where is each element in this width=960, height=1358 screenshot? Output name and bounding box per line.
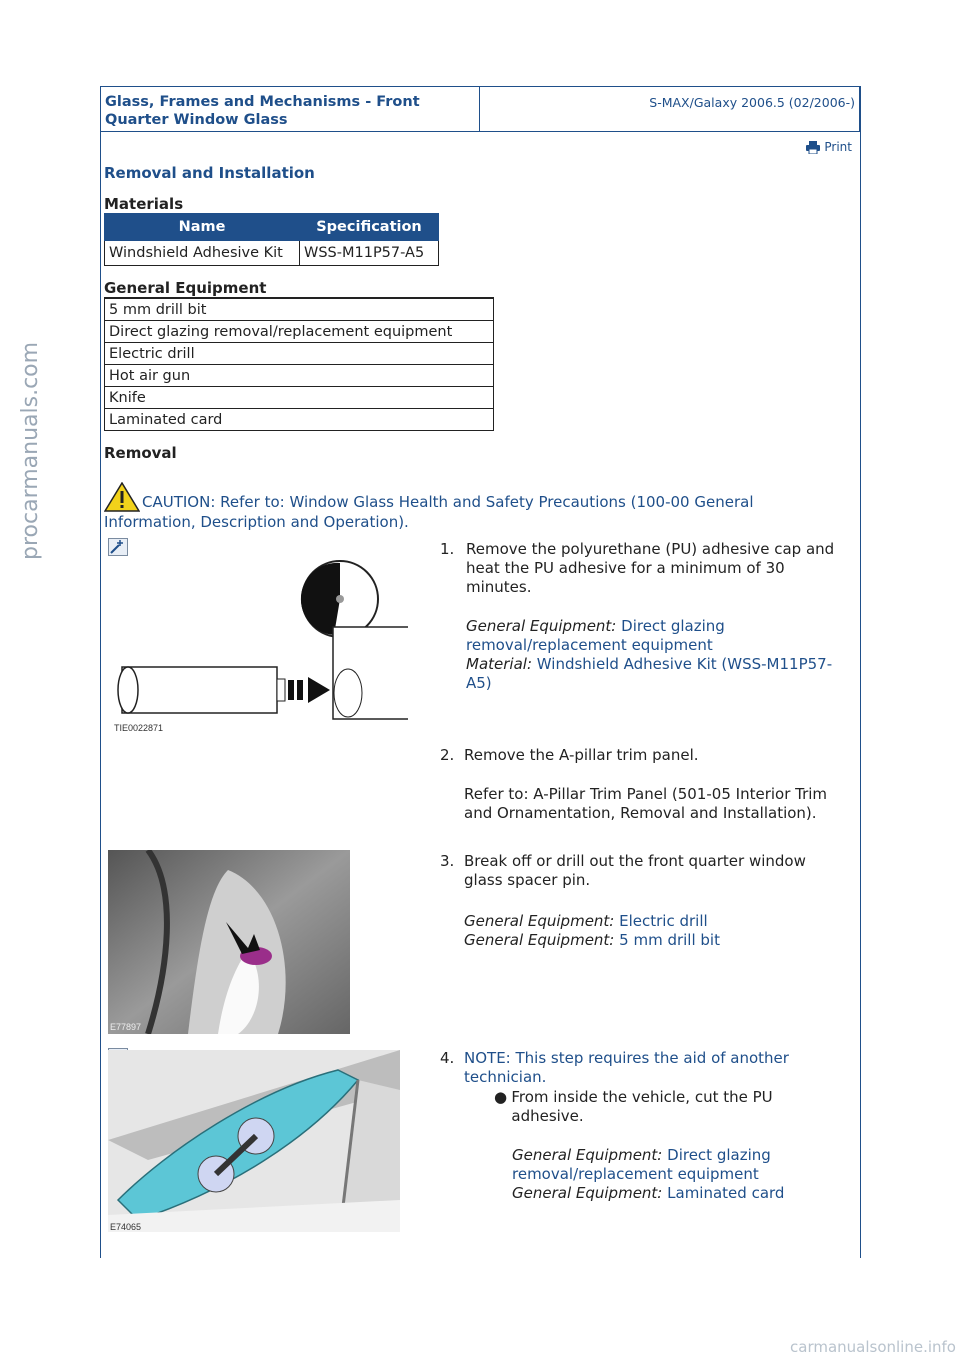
step-text: Remove the A-pillar trim panel. (464, 746, 699, 764)
equipment-label: General Equipment: (464, 931, 615, 949)
step-2 (464, 746, 834, 823)
warning-icon (104, 482, 140, 512)
cut-adhesive-figure (108, 1050, 400, 1232)
equipment-item: 5 mm drill bit (105, 299, 494, 321)
materials-table (104, 213, 439, 266)
section-title: Removal and Installation (104, 164, 315, 182)
material-link[interactable]: Windshield Adhesive Kit (WSS-M11P57-A5) (466, 655, 833, 692)
figure-code: E74065 (110, 1222, 142, 1232)
equipment-label: General Equipment: (512, 1184, 663, 1202)
equipment-link[interactable]: Direct glazing removal/replacement equipment (512, 1146, 771, 1183)
equipment-item: Laminated card (105, 409, 494, 431)
caution-label: CAUTION: (142, 493, 216, 511)
step-number: 2. (440, 746, 455, 764)
table-row (105, 409, 494, 431)
step-number: 4. (440, 1049, 455, 1067)
caution-notice (104, 482, 844, 532)
bullet-icon: ● (494, 1088, 508, 1106)
figure-code: TIE0022871 (114, 723, 164, 733)
column-header-name: Name (105, 214, 300, 241)
step-text: Break off or drill out the front quarter window glass spacer pin. (464, 852, 806, 889)
table-row (105, 365, 494, 387)
document-header (100, 86, 860, 132)
heat-adhesive-figure (108, 545, 408, 735)
step-1 (466, 540, 852, 693)
equipment-heading: General Equipment (104, 279, 267, 297)
note-text: NOTE: This step requires the aid of another technician. (464, 1049, 789, 1086)
equipment-table (104, 298, 494, 431)
step-3 (464, 852, 834, 950)
material-label: Material: (466, 655, 532, 673)
removal-heading: Removal (104, 444, 177, 462)
equipment-label: General Equipment: (466, 617, 617, 635)
bullet-text: From inside the vehicle, cut the PU adhesive. (511, 1088, 773, 1125)
side-watermark: procarmanuals.com (18, 341, 43, 560)
equipment-link[interactable]: Direct glazing removal/replacement equipment (466, 617, 725, 654)
equipment-label: General Equipment: (512, 1146, 663, 1164)
equipment-link[interactable]: Laminated card (667, 1184, 785, 1202)
equipment-link[interactable]: 5 mm drill bit (619, 931, 720, 949)
caution-link[interactable]: Refer to: Window Glass Health and Safety Precautions (100-00 General Information, Description and Operation). (104, 493, 754, 531)
print-label: Print (824, 140, 852, 154)
step-text: Remove the polyurethane (PU) adhesive cap and heat the PU adhesive for a minimum of 30 minutes. (466, 540, 835, 596)
step-4 (464, 1049, 838, 1203)
document-title: Glass, Frames and Mechanisms - Front Quarter Window Glass (101, 87, 480, 131)
spacer-pin-figure (108, 850, 350, 1034)
material-spec: WSS-M11P57-A5 (300, 241, 439, 266)
equipment-link[interactable]: Electric drill (619, 912, 708, 930)
step-number: 3. (440, 852, 455, 870)
materials-heading: Materials (104, 195, 184, 213)
table-row (105, 387, 494, 409)
reference-text: Refer to: A-Pillar Trim Panel (501-05 Interior Trim and Ornamentation, Removal and Installation). (464, 785, 828, 822)
table-row (105, 343, 494, 365)
column-header-spec: Specification (300, 214, 439, 241)
step-number: 1. (440, 540, 455, 558)
equipment-item: Hot air gun (105, 365, 494, 387)
equipment-label: General Equipment: (464, 912, 615, 930)
model-info: S-MAX/Galaxy 2006.5 (02/2006-) (649, 95, 855, 110)
printer-icon (806, 141, 820, 154)
table-row (105, 299, 494, 321)
equipment-item: Electric drill (105, 343, 494, 365)
equipment-item: Direct glazing removal/replacement equipment (105, 321, 494, 343)
equipment-item: Knife (105, 387, 494, 409)
table-row (105, 241, 439, 266)
table-row (105, 321, 494, 343)
footer-watermark: carmanualsonline.info (790, 1338, 956, 1356)
material-name: Windshield Adhesive Kit (105, 241, 300, 266)
print-button[interactable] (806, 140, 852, 154)
figure-code: E77897 (110, 1022, 142, 1032)
